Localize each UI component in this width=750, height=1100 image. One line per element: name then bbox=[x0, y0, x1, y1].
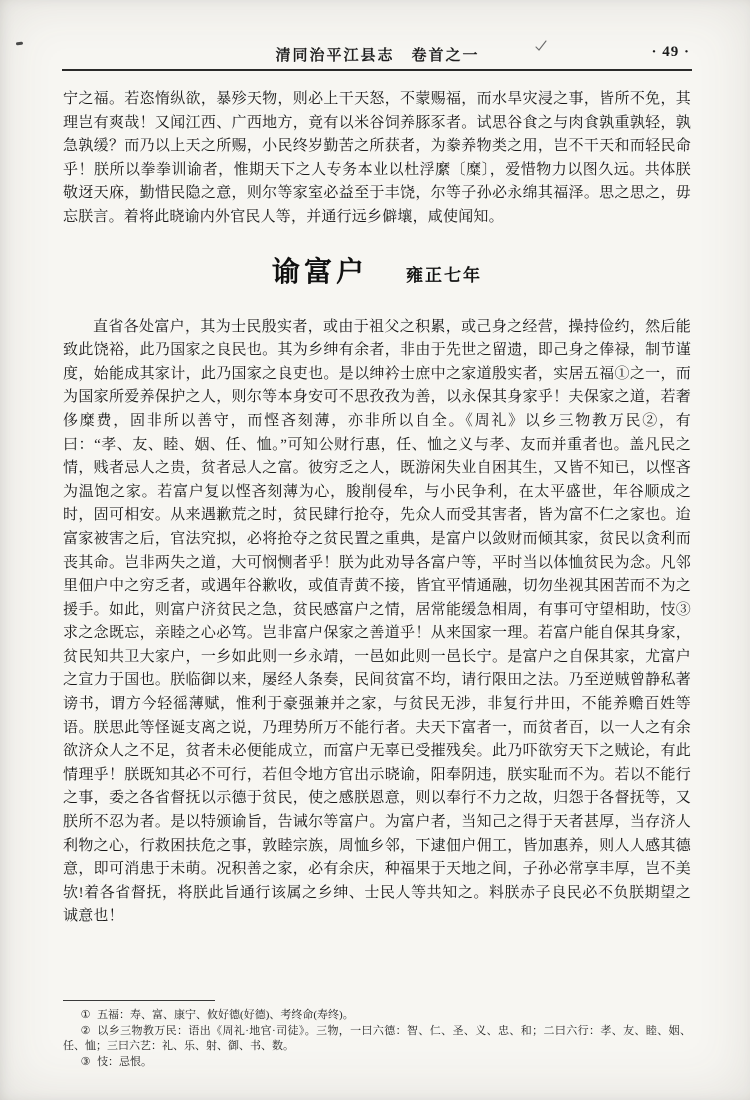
footnote-3-text: 忮：忌恨。 bbox=[97, 1055, 153, 1068]
footnote-3-marker: ③ bbox=[80, 1055, 91, 1068]
main-paragraph: 直省各处富户，其为士民殷实者，或由于祖父之积累，或己身之经营，操持俭约，然后能致此饶裕，此乃国家之良民也。其为乡绅有余者，非由于先世之留遗，即己身之俸禄，制节谨度，始能成其家计，此乃国家之良吏也。是以绅衿士庶中之家道殷实者，实居五福①之一，而为国家所爱养保护之人，则尔等本身安可不思孜孜为善，以永保其身家乎！夫保家之道，若奢侈糜费，固非所以善守，而悭吝刻薄，亦非所以自全。《周礼》以乡三物教万民②，有曰：“孝、友、睦、姻、任、恤。”可知公财行惠，任、恤之义与孝、友而并重者也。盖凡民之情，贱者忌人之贵，贫者忌人之富。彼穷乏之人，既游闲失业自困其生，又皆不知已，以悭吝为温饱之家。若富户复以悭吝刻薄为心，朘削侵牟，与小民争利，在太平盛世，年谷顺成之时，固可相安。从来遇歉荒之时，贫民肆行抢夺，先众人而受其害者，皆为富不仁之家也。迨富家被害之后，官法究拟，必将抢夺之贫民置之重典，是富户以敛财而倾其家，贫民以贪利而丧其命。岂非两失之道，大可悯恻者乎！朕为此劝导各富户等，平时当以体恤贫民为念。凡邻里佃户中之穷乏者，或遇年谷歉收，或值青黄不接，皆宜平情通融，切勿坐视其困苦而不为之援手。如此，则富户济贫民之急，贫民感富户之情，居常能缓急相周，有事可守望相助，忮③ 求之念既忘，亲睦之心必笃。岂非富户保家之善道乎！从来国家一理。若富户能自保其身家，贫民知共卫大家户，一乡如此则一乡永靖，一邑如此则一邑长宁。是富户之自保其家，尤富户之宣力于国也。朕临御以来，屡经人条奏，民间贫富不均，请行限田之法。乃至逆贼曾静私著谤书，谓方今轻徭薄赋，惟利于豪强兼并之家，与贫民无涉，非复行井田，不能养赡百姓等语。朕思此等怪诞支离之说，乃理势所万不能行者。夫天下富者一，而贫者百，以一人之有余欲济众人之不足，贫者未必便能成立，而富户无辜已受摧残矣。此乃吓欲穷天下之贼论，有此情理乎！朕既知其必不可行，若但令地方官出示晓谕，阳奉阴违，朕实耻而不为。若以不能行之事，委之各省督抚以示德于贫民，使之感朕恩意，则以奉行不力之故，归怨于各督抚等，又朕所不忍为者。是以特颁谕旨，告诫尔等富户。为富户者，当知己之得于天者甚厚，当存济人利物之心，行救困扶危之事，敦睦宗族，周恤乡邻，下逮佃户佣工，皆加惠养，则人人感其德意，即可消患于未萌。况积善之家，必有余庆，种福果于天地之间，子孙必常享丰厚，岂不美欤!着各省督抚，将朕此旨通行该属之乡绅、士民人等共知之。料朕赤子良民必不负朕期望之诚意也！ bbox=[63, 318, 691, 925]
section-heading bbox=[63, 250, 691, 290]
scan-speck-artifact bbox=[16, 42, 23, 46]
footnote-1-text: 五福：寿、富、康宁、攸好德(好德)、考终命(寿终)。 bbox=[97, 1009, 354, 1021]
section-subtitle: 雍正七年 bbox=[406, 265, 482, 285]
footnote-divider bbox=[63, 1000, 215, 1001]
footnote-2-marker: ② bbox=[80, 1024, 91, 1037]
footnotes-section bbox=[63, 1000, 691, 1070]
page-header bbox=[63, 44, 692, 66]
footnote-1 bbox=[63, 1008, 691, 1024]
footnote-2-text: 以乡三物教万民：语出《周礼·地官·司徒》。三物，一曰六德：智、仁、圣、义、忠、和；二曰六行：孝、友、睦、姻、任、恤；三曰六艺：礼、乐、射、御、书、数。 bbox=[63, 1024, 691, 1052]
page-content bbox=[63, 88, 691, 929]
footnote-3 bbox=[63, 1055, 691, 1071]
book-title: 清同治平江县志 卷首之一 bbox=[275, 48, 480, 64]
section-title: 谕富户 bbox=[271, 255, 368, 287]
footnote-2 bbox=[63, 1024, 691, 1055]
header-divider bbox=[62, 69, 692, 71]
continuation-paragraph: 宁之福。若恣惰纵欲，暴殄天物，则必上干天怒，不蒙赐福，而水旱灾浸之事，皆所不免，其理岂有爽哉！又闻江西、广西地方，竟有以米谷饲养豚豕者。试思谷食之与肉食孰重孰轻，孰急孰缓？而乃以上天之所赐，小民终岁勤苦之所获者，为豢养物类之用，岂不干天和而轻民命乎！朕所以拳拳训谕者，惟期天下之人专务本业以杜浮縻〔糜〕，爱惜物力以图久远。共体朕敬迓天庥，勤惜民隐之意，则尔等家室必益至于丰饶，尔等子孙必永绵其福泽。思之思之，毋忘朕言。着将此晓谕内外官民人等，并通行远乡僻壤，咸使闻知。 bbox=[63, 91, 691, 225]
page-number: · 49 · bbox=[651, 44, 690, 60]
footnote-1-marker: ① bbox=[80, 1009, 91, 1021]
